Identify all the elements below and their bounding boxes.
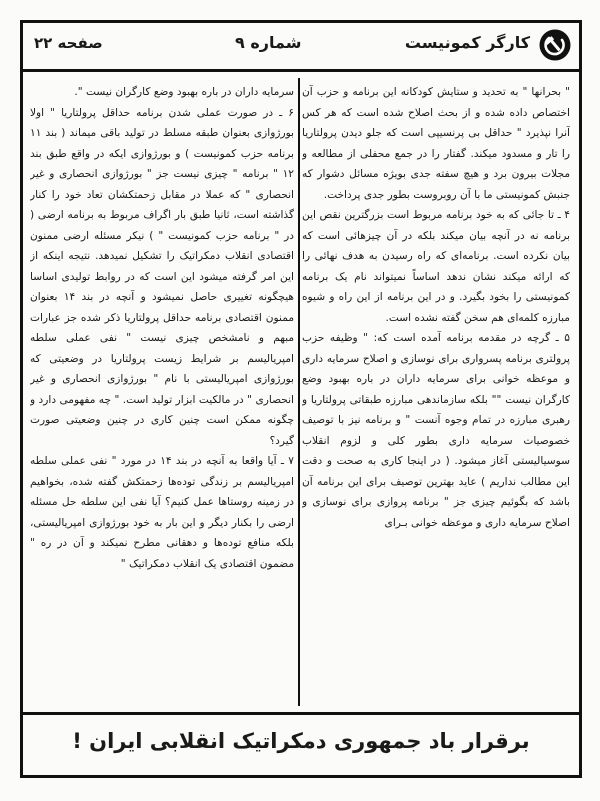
page-header xyxy=(20,20,582,72)
page-number: صفحه ۲۲ xyxy=(34,34,103,52)
paragraph: ۶ ـ در صورت عملی شدن برنامه حداقل پرولتاریا " اولا بورژوازی بعنوان طبقه مسلط در تولید باقی میماند ( بند ۱۱ برنامه حزب کمونیست ) و بورژوازی ایکه در واقع طبق بند ۱۲ " برنامه " چیزی نیست جز " بورژوازی انحصاری و غیر انحصاری " که عملا در مقابل زحمتکشان تعاد خود را کنار گذاشته است، ثانیا طبق بار اگراف مربوط به برنامه ارضی ( در " برنامه حزب کمونیست " ) نیکر مسئله ارضی ممنون اقتصادی انقلاب دمکراتیک را تشکیل نمیدهد. نتیجه اینکه از این امر گرفته میشود این است که در روابط تولیدی اساسا هیچگونه تغییری حاصل نمیشود و آنچه در بند ۱۴ بعنوان ممنون اقتصادی برنامه حداقل پرولتاریا ذکر شده جز عبارات مبهم و نامشخص چیزی نیست " نفی عملی سلطه امپریالیسم بر شرایط زیست پرولتاریا در وضعیتی که بورژوازی امپریالیستی با نام " بورژوازی انحصاری و غیر انحصاری " در مالکیت ابزار تولید است. " چه مفهومی دارد و چگونه ممکن است چنین کاری در چنین وضعیتی صورت گیرد؟ xyxy=(30,106,294,447)
left-column xyxy=(30,82,294,704)
paragraph: " بحرانها " به تحدید و ستایش کودکانه این برنامه و حزب آن اختصاص داده شده و از بحث اصلاح شده است که هر کس آنرا نپذیرد " حداقل بی پرنسیپی است که جلو دیدن پرولتاریا را تار و مسدود میکند. گفتار را در جمع محفلی از مطالعه و مجلات بیرون برد و هیچ سفته جدی بویژه مسائل دشوار که جنبش کمونیستی ما با آن روبروست بطور جدی پرداخت. xyxy=(302,86,570,201)
paragraph: ۷ ـ آیا واقعا به آنچه در بند ۱۴ در مورد " نفی عملی سلطه امپریالیسم بر زندگی توده‌ها زحمتکش گفته شده، بخواهیم در زمینه روستاها عمل کنیم؟ آیا نفی این سلطه حل مسئله ارضی را بکنار دیگر و این بار به خود بورژوازی امپریالیستی، بلکه منافع توده‌ها و دهقانی مطرح نمیکند و آن در ره " مضمون اقتصادی یک انقلاب دمکراتیک " xyxy=(30,455,294,570)
right-column xyxy=(302,82,570,704)
paragraph: ۵ ـ گرچه در مقدمه برنامه آمده است که: " وظیفه حزب پرولتری برنامه پسرواری برای نوسازی و اصلاح سرمایه داری و موعظه خوانی برای سرمایه داران در باره بهبود وضع کارگران نیست "" بلکه سازماندهی مبارزه طبقاتی پرولتاریا و رهبری مبارزه در تمام وجوه آنست " و برنامه نیز با توصیف خصوصیات سرمایه داری بطور کلی و لزوم انقلاب سوسیالیستی آغاز میشود. ( در اینجا کاری به صحت و دقت این مطالب نداریم ) عاید بهترین توصیف برای این برنامه آن باشد که بگوئیم چیزی جز " برنامه پروازی برای نوسازی و اصلاح سرمایه داری و موعظه خوانی بـرای xyxy=(302,332,570,529)
footer-slogan: برقرار باد جمهوری دمکراتیک انقلابی ایران ! xyxy=(72,729,530,753)
page-footer xyxy=(20,712,582,778)
newspaper-title: کارگر کمونیست xyxy=(404,33,530,52)
issue-number: شماره ۹ xyxy=(235,33,302,52)
column-divider xyxy=(298,78,300,706)
paragraph: سرمایه داران در باره بهبود وضع کارگران نیست ". xyxy=(74,86,294,98)
paragraph: ۴ ـ تا جائی که به خود برنامه مربوط است بزرگترین نقص این برنامه نه در آنچه بیان میکند بلکه در آن چیزهائی است که بیان نکرده است. برنامه‌ای که راه رسیدن به هدف نهائی را که ارائه میکند نشان ندهد اساساً نمیتواند نام یک برنامه کمونیستی را بخود بگیرد. و در این برنامه از این راه و شیوه مبارزه کلمه‌ای هم سخن گفته نشده است. xyxy=(302,209,570,324)
hammer-sickle-icon xyxy=(538,28,572,62)
